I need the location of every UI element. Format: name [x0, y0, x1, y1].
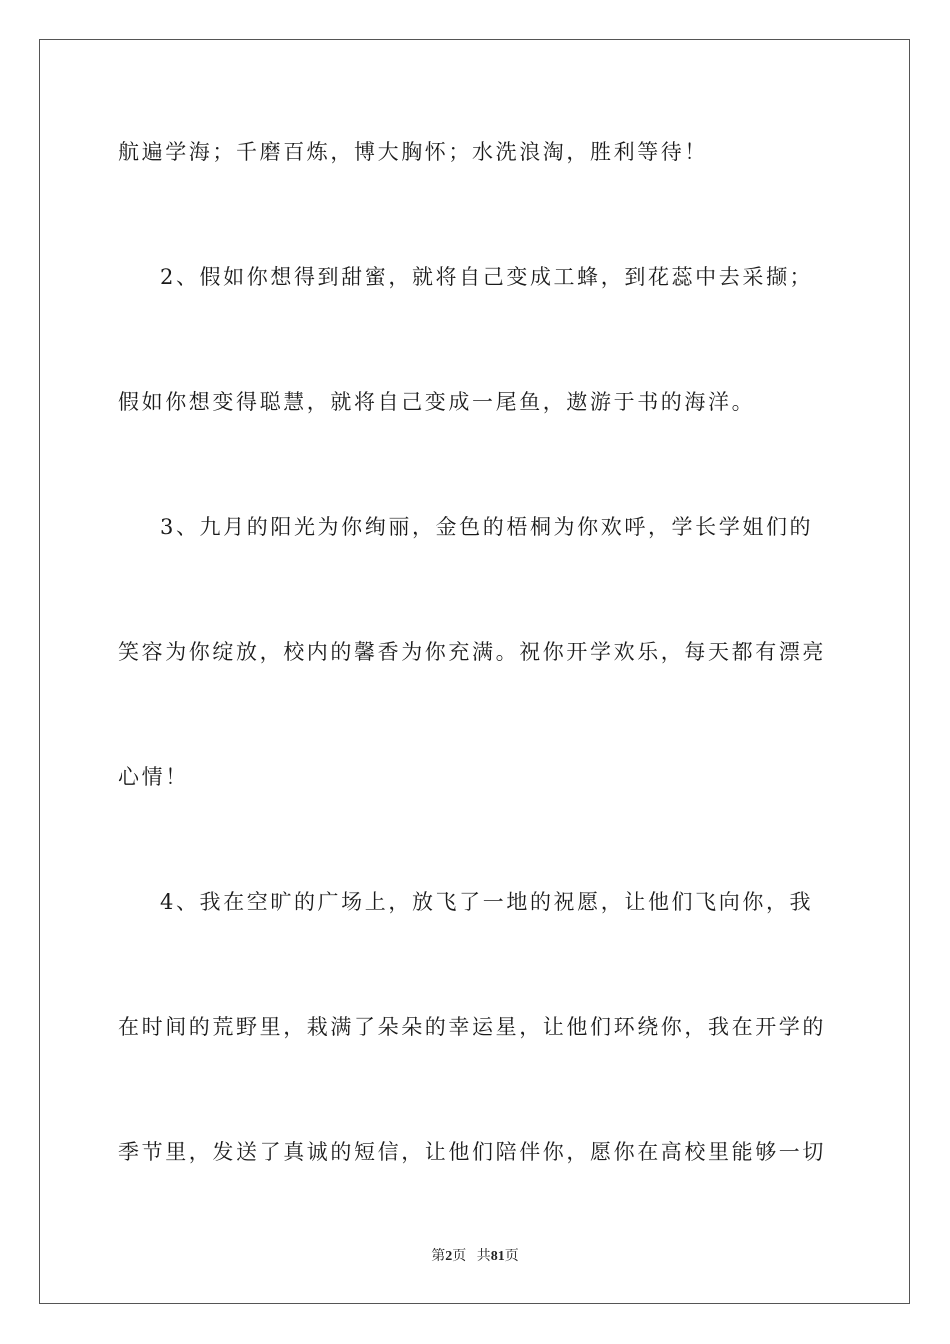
paragraph-line: 航遍学海；千磨百炼，博大胸怀；水洗浪淘，胜利等待！ [118, 140, 708, 164]
page-label [431, 1248, 466, 1264]
total-suffix: 页 [504, 1248, 519, 1264]
page-border [39, 39, 910, 1304]
paragraph-line: 4、我在空旷的广场上，放飞了一地的祝愿，让他们飞向你，我 [160, 890, 814, 914]
paragraph-line: 假如你想变得聪慧，就将自己变成一尾鱼，遨游于书的海洋。 [118, 390, 756, 414]
page-footer [0, 1246, 950, 1267]
paragraph-line: 在时间的荒野里，栽满了朵朵的幸运星，让他们环绕你，我在开学的 [118, 1015, 826, 1039]
total-prefix: 共 [476, 1248, 491, 1264]
total-label [477, 1248, 519, 1264]
page-prefix: 第 [431, 1248, 446, 1264]
paragraph-line: 2、假如你想得到甜蜜，就将自己变成工蜂，到花蕊中去采撷； [160, 265, 814, 289]
paragraph-line: 3、九月的阳光为你绚丽，金色的梧桐为你欢呼，学长学姐们的 [160, 515, 814, 539]
paragraph-line: 笑容为你绽放，校内的馨香为你充满。祝你开学欢乐，每天都有漂亮 [118, 640, 826, 664]
paragraph-line: 心情！ [118, 765, 189, 789]
total-pages: 81 [490, 1249, 505, 1264]
page-suffix: 页 [452, 1248, 467, 1264]
paragraph-line: 季节里，发送了真诚的短信，让他们陪伴你，愿你在高校里能够一切 [118, 1140, 826, 1164]
page-number: 2 [445, 1249, 453, 1264]
